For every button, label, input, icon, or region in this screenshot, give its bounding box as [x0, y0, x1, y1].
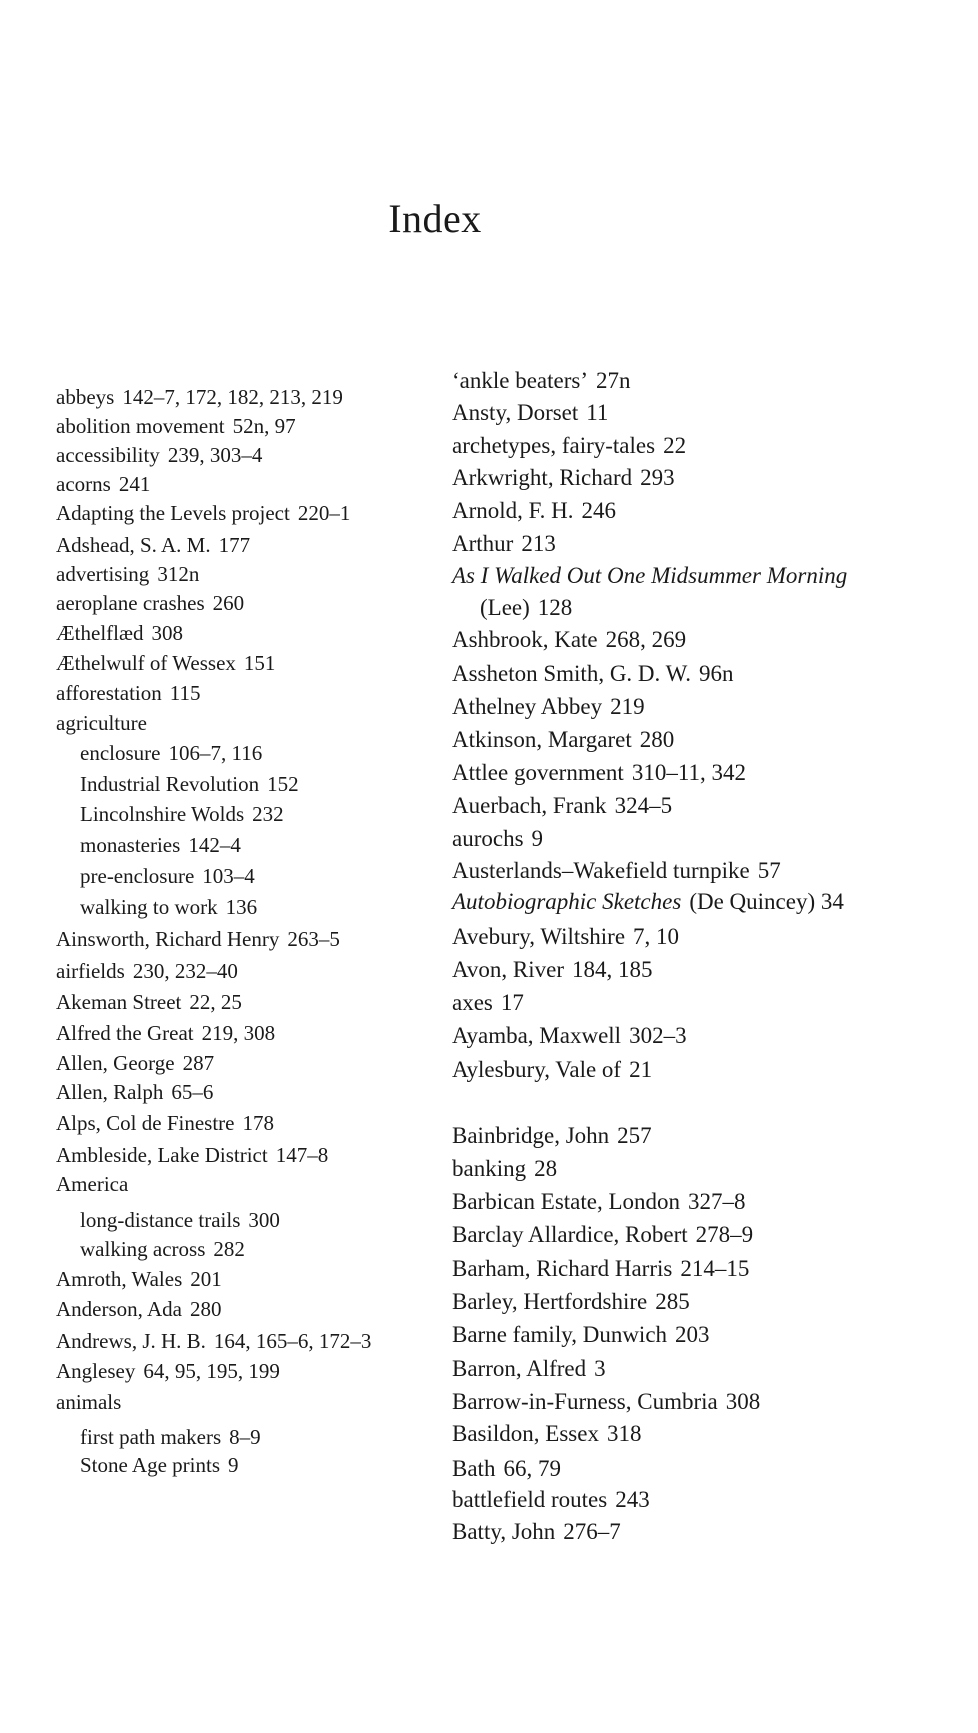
index-pages: 213: [521, 531, 556, 556]
index-entry: [56, 564, 199, 585]
index-pages: 103–4: [202, 864, 255, 888]
index-pages: 308: [151, 621, 183, 645]
index-pages: 324–5: [614, 793, 673, 818]
index-entry: [56, 1023, 275, 1044]
index-pages: 230, 232–40: [132, 959, 238, 983]
index-entry: [56, 445, 262, 466]
index-entry: [452, 1390, 760, 1413]
index-pages: 280: [639, 727, 675, 752]
index-pages: 276–7: [563, 1519, 621, 1544]
index-term: Autobiographic Sketches: [452, 889, 682, 914]
index-entry: [56, 1210, 280, 1231]
index-pages: 57: [757, 858, 781, 883]
index-entry: [56, 835, 241, 856]
index-term: Amroth, Wales: [56, 1267, 183, 1291]
index-term: first path makers: [80, 1425, 222, 1449]
index-term: airfields: [56, 959, 125, 983]
index-entry: [56, 929, 340, 950]
index-pages: 128: [537, 595, 573, 620]
index-term: axes: [452, 990, 493, 1015]
index-term: walking to work: [80, 895, 218, 919]
index-term: enclosure: [80, 741, 161, 765]
index-entry: [452, 827, 543, 850]
index-entry: [56, 1239, 245, 1260]
index-term: battlefield routes: [452, 1487, 608, 1512]
index-pages: 318: [606, 1421, 642, 1446]
index-pages: 302–3: [629, 1023, 687, 1048]
index-entry: [56, 683, 200, 704]
index-pages: 28: [534, 1156, 558, 1181]
index-entry: [452, 1323, 710, 1346]
page-title: Index: [388, 196, 482, 241]
index-entry: [452, 958, 653, 981]
index-entry: [56, 961, 238, 982]
index-pages: 17: [500, 990, 524, 1015]
index-term: Adshead, S. A. M.: [56, 533, 211, 557]
index-term: Bainbridge, John: [452, 1123, 610, 1148]
index-pages: 257: [617, 1123, 652, 1148]
index-term: agriculture: [56, 711, 147, 735]
index-term: Atkinson, Margaret: [452, 727, 632, 752]
index-entry: [56, 653, 275, 674]
index-term: monasteries: [80, 833, 181, 857]
index-term: archetypes, fairy-tales: [452, 433, 656, 458]
index-term: banking: [452, 1156, 527, 1181]
index-pages: 282: [213, 1237, 245, 1261]
index-term: Ainsworth, Richard Henry: [56, 927, 280, 951]
index-pages: 214–15: [680, 1256, 750, 1281]
index-entry: [56, 387, 343, 408]
index-pages: 8–9: [229, 1425, 261, 1449]
index-pages: 278–9: [695, 1222, 754, 1247]
index-entry: [56, 1392, 121, 1413]
index-term: Ayamba, Maxwell: [452, 1023, 622, 1048]
index-entry: [56, 593, 244, 614]
index-pages: 220–1: [297, 501, 351, 525]
index-entry: [56, 1082, 213, 1103]
index-pages: 66, 79: [503, 1456, 561, 1481]
index-term: Barclay Allardice, Robert: [452, 1222, 688, 1247]
index-term: Basildon, Essex: [452, 1421, 599, 1446]
index-pages: 52n, 97: [232, 414, 296, 438]
index-term: Avebury, Wiltshire: [452, 924, 626, 949]
index-term: walking across: [80, 1237, 206, 1261]
index-pages: 312n: [157, 562, 200, 586]
index-pages: 327–8: [688, 1189, 746, 1214]
index-entry: [56, 992, 242, 1013]
index-pages: 263–5: [287, 927, 340, 951]
index-term: Alfred the Great: [56, 1021, 194, 1045]
index-pages: 22: [663, 433, 687, 458]
index-term: Akeman Street: [56, 990, 182, 1014]
index-pages: 9: [531, 826, 544, 851]
index-entry: [452, 532, 556, 555]
index-term: Assheton Smith, G. D. W.: [452, 661, 691, 686]
index-entry: [452, 1157, 557, 1180]
index-term: Allen, George: [56, 1051, 175, 1075]
index-pages: 9: [228, 1453, 239, 1477]
index-pages: 27n: [596, 368, 631, 393]
index-entry: [56, 535, 250, 556]
index-pages: 3: [594, 1356, 606, 1381]
index-term: Æthelwulf of Wessex: [56, 651, 236, 675]
index-entry: [452, 859, 781, 882]
index-pages: 287: [182, 1051, 215, 1075]
index-entry: [56, 1427, 261, 1448]
index-entry: [452, 564, 847, 587]
index-term: Barbican Estate, London: [452, 1189, 681, 1214]
index-entry: [452, 1457, 561, 1480]
index-term: As I Walked Out One Midsummer Morning: [452, 563, 848, 588]
index-term: advertising: [56, 562, 150, 586]
index-term: abbeys: [56, 385, 115, 409]
index-pages: 239, 303–4: [167, 443, 263, 467]
index-term: acorns: [56, 472, 111, 496]
index-term: Bath: [452, 1456, 496, 1481]
index-term: Athelney Abbey: [452, 694, 603, 719]
index-pages: 142–7, 172, 182, 213, 219: [122, 385, 343, 409]
index-entry: [56, 774, 299, 795]
index-term: Avon, River: [452, 957, 565, 982]
index-pages: 178: [242, 1111, 274, 1135]
index-entry: [56, 804, 284, 825]
index-entry: [56, 503, 350, 524]
index-entry: [452, 761, 746, 784]
index-pages: 246: [581, 498, 616, 523]
index-term: animals: [56, 1390, 122, 1414]
index-entry: [56, 1331, 371, 1352]
index-pages: 285: [655, 1289, 690, 1314]
index-pages: 65–6: [171, 1080, 214, 1104]
index-pages: 96n: [698, 661, 734, 686]
index-pages: 151: [243, 651, 276, 675]
index-pages: 201: [190, 1267, 222, 1291]
index-pages: 7, 10: [633, 924, 680, 949]
index-pages: 203: [675, 1322, 710, 1347]
index-term: aurochs: [452, 826, 524, 851]
index-term: Aylesbury, Vale of: [452, 1057, 622, 1082]
index-entry: [56, 1455, 239, 1476]
index-pages: 142–4: [188, 833, 241, 857]
index-entry: [452, 695, 645, 718]
index-entry: [452, 794, 672, 817]
index-pages: 64, 95, 195, 199: [143, 1359, 280, 1383]
index-pages: 22, 25: [189, 990, 242, 1014]
index-pages: 106–7, 116: [168, 741, 263, 765]
index-term: Industrial Revolution: [80, 772, 260, 796]
index-entry: [452, 1257, 749, 1280]
index-term: Stone Age prints: [80, 1453, 220, 1477]
index-term: Anderson, Ada: [56, 1297, 182, 1321]
index-entry: [452, 596, 572, 619]
index-term: Batty, John: [452, 1519, 556, 1544]
index-term: Adapting the Levels project: [56, 501, 290, 525]
index-entry: [56, 713, 147, 734]
index-entry: [452, 1124, 652, 1147]
index-pages: 21: [629, 1057, 653, 1082]
index-pages: 241: [118, 472, 151, 496]
index-pages: 232: [252, 802, 284, 826]
index-pages: 219, 308: [201, 1021, 276, 1045]
index-term: Æthelflæd: [56, 621, 144, 645]
index-entry: [452, 628, 686, 651]
index-entry: [452, 499, 616, 522]
index-term: Barron, Alfred: [452, 1356, 587, 1381]
index-entry: [452, 1488, 650, 1511]
index-entry: [452, 1357, 606, 1380]
index-term: Anglesey: [56, 1359, 136, 1383]
index-term: pre-enclosure: [80, 864, 195, 888]
index-entry: [452, 728, 674, 751]
index-entry: [56, 1113, 274, 1134]
index-entry: [56, 1053, 214, 1074]
index-entry: [452, 401, 608, 424]
index-pages: 184, 185: [572, 957, 653, 982]
index-term: (Lee): [480, 595, 530, 620]
index-term: Barham, Richard Harris: [452, 1256, 673, 1281]
index-term: Lincolnshire Wolds: [80, 802, 245, 826]
index-pages: 280: [189, 1297, 222, 1321]
index-entry: [452, 1223, 753, 1246]
index-pages: 177: [218, 533, 251, 557]
index-pages: 115: [169, 681, 201, 705]
index-pages: 300: [248, 1208, 280, 1232]
index-entry: [56, 1145, 328, 1166]
index-term: aeroplane crashes: [56, 591, 205, 615]
index-entry: [452, 1290, 690, 1313]
index-pages: (De Quincey) 34: [689, 889, 844, 914]
index-term: Auerbach, Frank: [452, 793, 607, 818]
index-pages: 293: [640, 465, 675, 490]
index-entry: [452, 1190, 746, 1213]
index-pages: 136: [225, 895, 258, 919]
index-entry: [452, 1520, 621, 1543]
index-entry: [452, 466, 675, 489]
index-term: Barne family, Dunwich: [452, 1322, 668, 1347]
index-entry: [452, 1422, 641, 1445]
index-entry: [56, 897, 257, 918]
index-term: abolition movement: [56, 414, 225, 438]
index-entry: [452, 369, 631, 392]
index-pages: 11: [586, 400, 609, 425]
index-term: Barrow-in-Furness, Cumbria: [452, 1389, 718, 1414]
index-term: Ashbrook, Kate: [452, 627, 598, 652]
index-entry: [452, 890, 844, 913]
index-term: Arnold, F. H.: [452, 498, 574, 523]
index-entry: [56, 866, 255, 887]
index-pages: 219: [610, 694, 645, 719]
index-entry: [452, 925, 679, 948]
index-term: Arthur: [452, 531, 514, 556]
index-entry: [452, 662, 733, 685]
index-term: Andrews, J. H. B.: [56, 1329, 206, 1353]
index-entry: [56, 474, 150, 495]
index-term: long-distance trails: [80, 1208, 241, 1232]
index-pages: 310–11, 342: [631, 760, 746, 785]
index-term: ‘ankle beaters’: [452, 368, 589, 393]
index-entry: [56, 623, 183, 644]
index-entry: [452, 1058, 652, 1081]
index-entry: [452, 1024, 687, 1047]
index-term: Arkwright, Richard: [452, 465, 633, 490]
index-term: Ansty, Dorset: [452, 400, 579, 425]
index-pages: 147–8: [275, 1143, 329, 1167]
index-pages: 260: [212, 591, 245, 615]
index-term: Allen, Ralph: [56, 1080, 164, 1104]
index-pages: 152: [267, 772, 299, 796]
index-entry: [56, 1361, 280, 1382]
index-pages: 164, 165–6, 172–3: [213, 1329, 372, 1353]
index-pages: 268, 269: [605, 627, 687, 652]
index-term: Ambleside, Lake District: [56, 1143, 268, 1167]
index-term: Austerlands–Wakefield turnpike: [452, 858, 750, 883]
index-term: America: [56, 1172, 129, 1196]
index-term: Attlee government: [452, 760, 624, 785]
index-term: Alps, Col de Finestre: [56, 1111, 235, 1135]
index-entry: [452, 991, 524, 1014]
index-pages: 243: [615, 1487, 650, 1512]
index-pages: 308: [725, 1389, 761, 1414]
index-term: Barley, Hertfordshire: [452, 1289, 648, 1314]
index-entry: [56, 416, 296, 437]
index-entry: [56, 1299, 221, 1320]
index-entry: [452, 434, 686, 457]
index-entry: [56, 1174, 128, 1195]
index-term: accessibility: [56, 443, 160, 467]
index-term: afforestation: [56, 681, 162, 705]
index-entry: [56, 1269, 222, 1290]
index-entry: [56, 743, 262, 764]
